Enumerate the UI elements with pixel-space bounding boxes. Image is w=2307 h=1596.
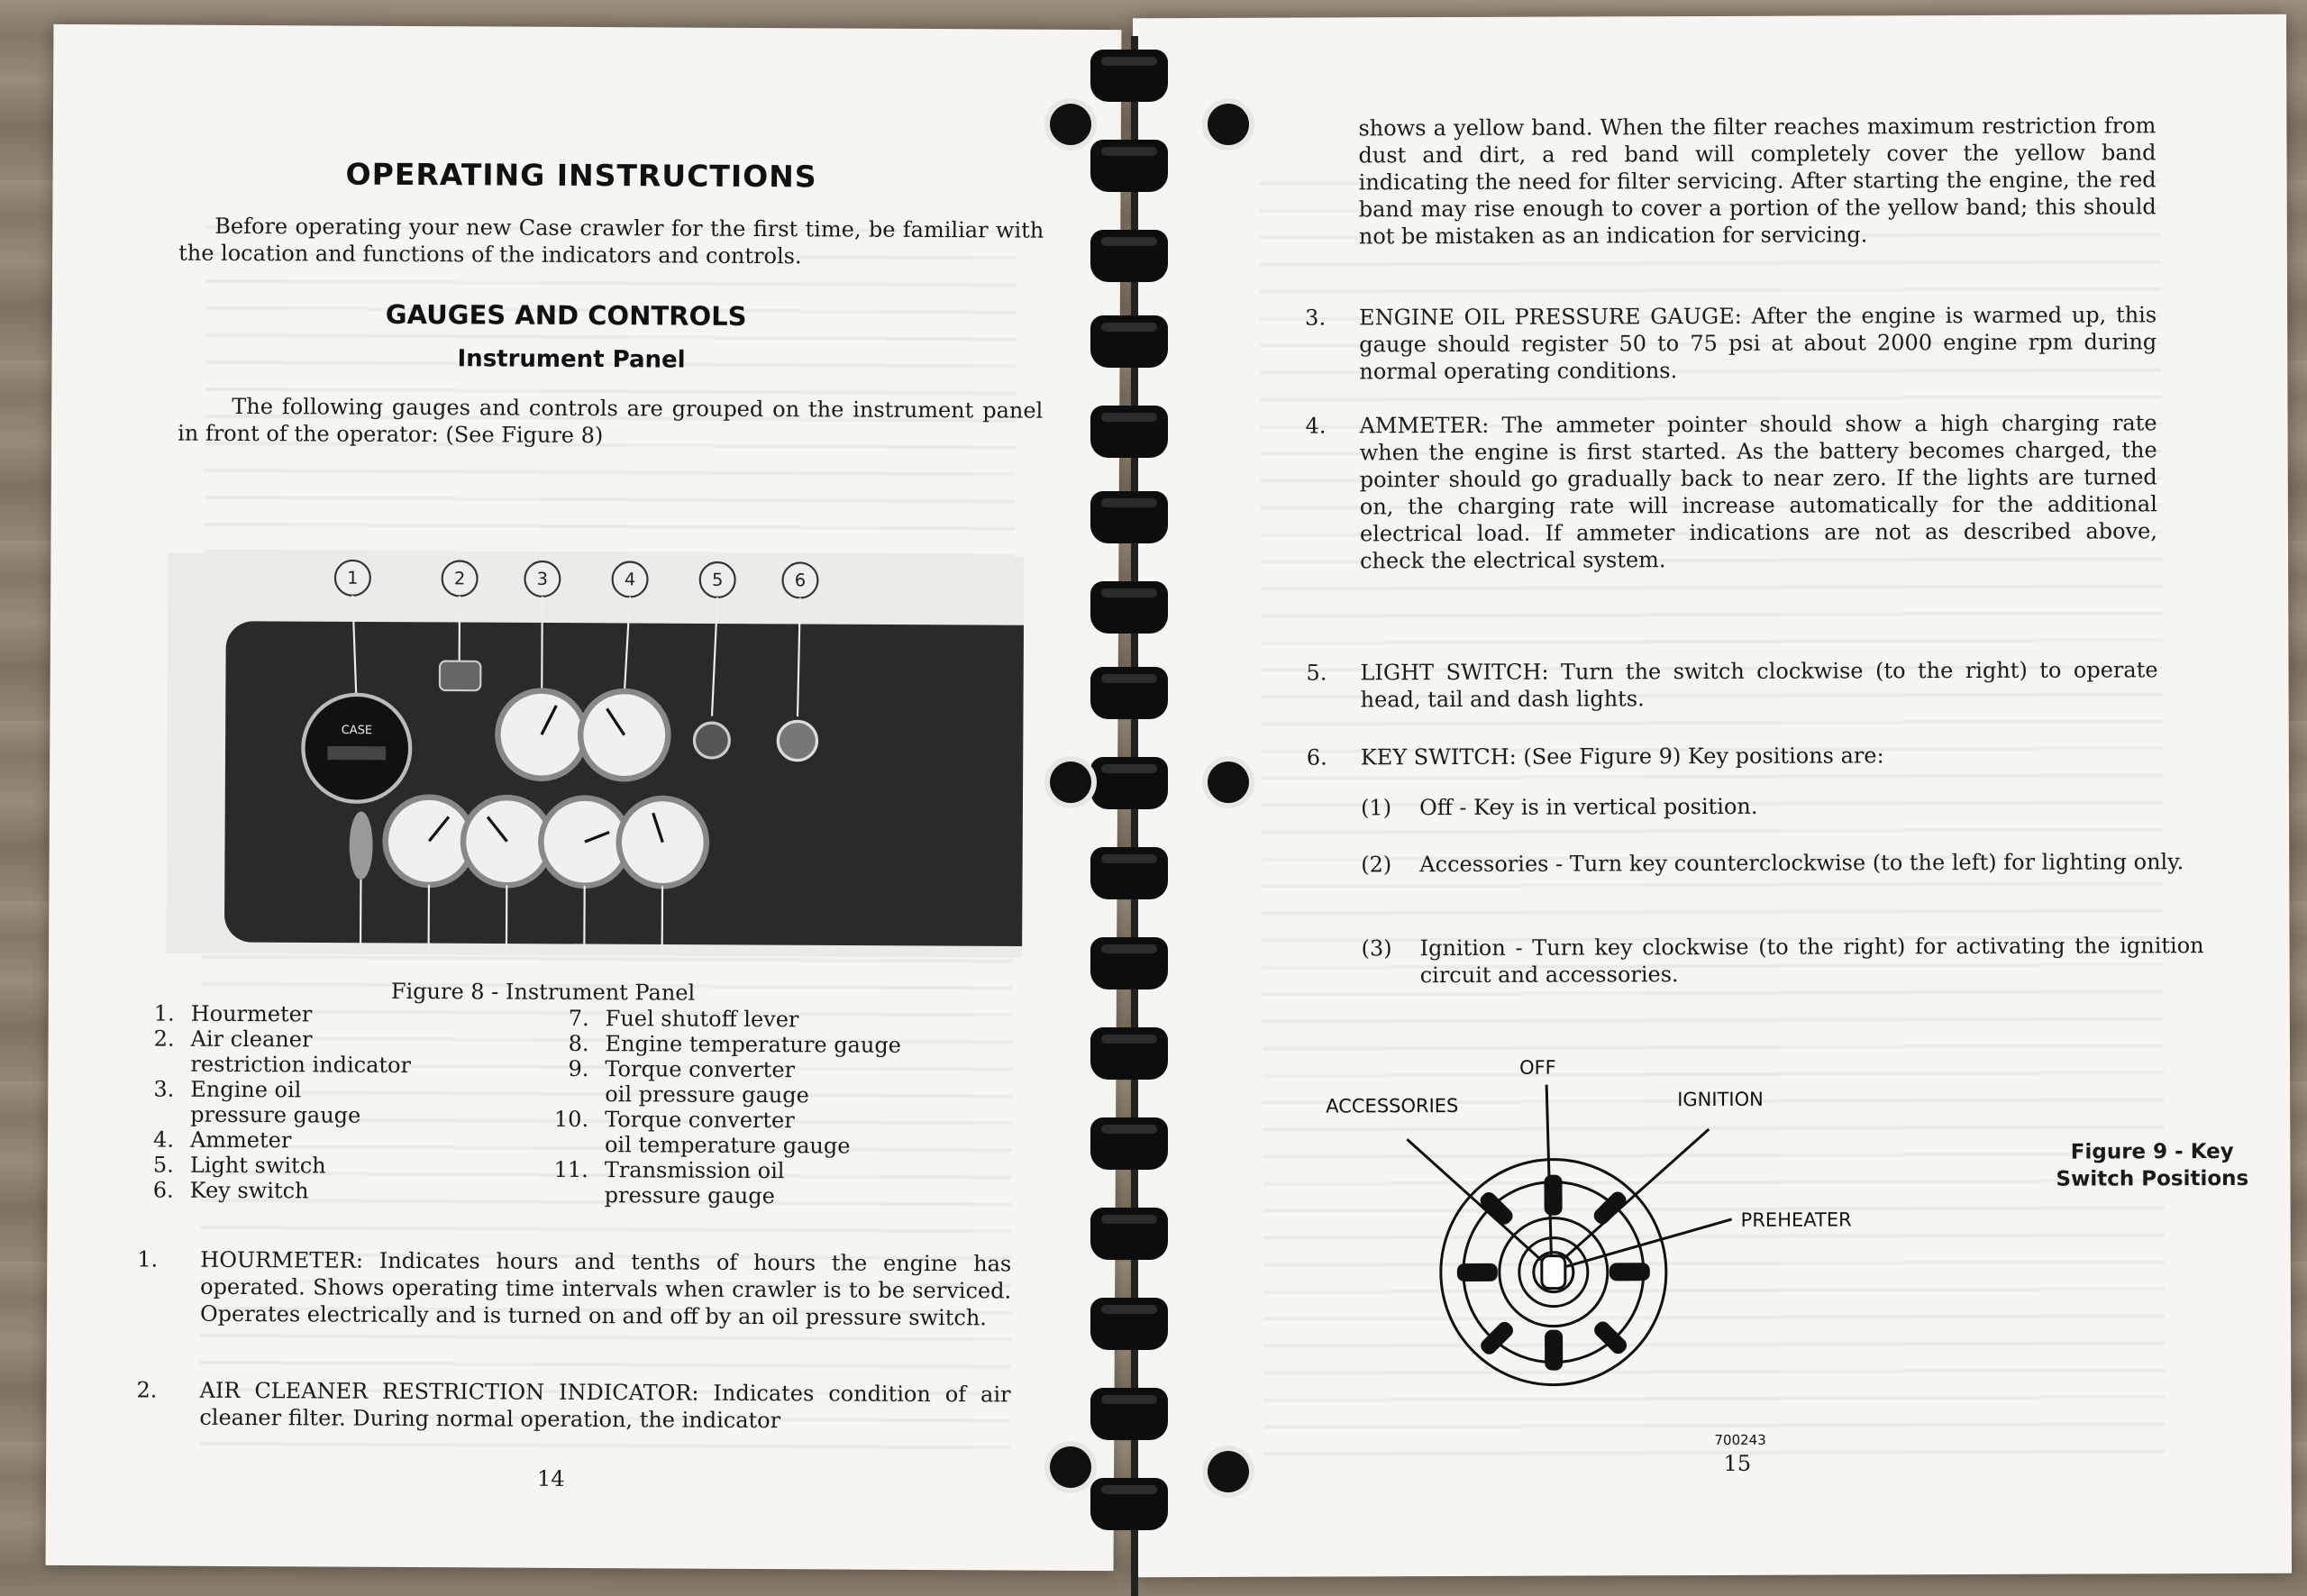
- key-position-accessories: (2) Accessories - Turn key counterclockwise (to the left) for lighting only.: [1361, 849, 2184, 878]
- instrument-panel-figure: [166, 503, 1025, 958]
- label-ignition: IGNITION: [1677, 1088, 1764, 1111]
- item-air-cleaner: 2. AIR CLEANER RESTRICTION INDICATOR: Indicates condition of air cleaner filter. During normal operation, the indicator: [136, 1377, 1011, 1434]
- continuation-paragraph: shows a yellow band. When the filter reaches maximum restriction from dust and dirt, a red band will completely cover the yellow band indicating the need for filter servicing. After starting the engine, the red band may rise enough to cover a portion of the yellow band; this should not be mistaken as an indication for servicing.: [1358, 113, 2157, 250]
- legend-item: 2. Air cleaner restriction indicator: [153, 1026, 412, 1079]
- item-oil-pressure: 3. ENGINE OIL PRESSURE GAUGE: After the engine is warmed up, this gauge should register 50 to 75 psi at about 2000 engine rpm during normal operating conditions.: [1305, 302, 2157, 385]
- callout-3: 3: [536, 568, 549, 589]
- left-page: [46, 24, 1122, 1571]
- legend-item: 3. Engine oil pressure gauge: [153, 1076, 361, 1128]
- legend-item: 5. Light switch: [152, 1152, 326, 1179]
- figure9-part-number: 700243: [1714, 1431, 1766, 1448]
- legend-item: 6. Key switch: [152, 1177, 309, 1204]
- label-off: OFF: [1519, 1056, 1556, 1079]
- item-light-switch: 5. LIGHT SWITCH: Turn the switch clockwise (to the right) to operate head, tail and dash lights.: [1306, 657, 2158, 713]
- right-page: [1133, 14, 2292, 1577]
- hourmeter-brand: CASE: [341, 723, 373, 738]
- figure8-caption: Figure 8 - Instrument Panel: [390, 978, 696, 1006]
- figure9-caption-line1: Figure 9 - Key: [2070, 1139, 2234, 1164]
- callout-6: 6: [794, 570, 807, 591]
- page-number-left: 14: [536, 1465, 565, 1491]
- key-switch-diagram: [1308, 1038, 1922, 1455]
- legend-item: 1. Hourmeter: [153, 1000, 313, 1027]
- key-position-off: (1) Off - Key is in vertical position.: [1360, 793, 1758, 821]
- intro-paragraph: Before operating your new Case crawler for the first time, be familiar with the location and functions of the indicators and controls.: [178, 213, 1044, 269]
- spiral-binding: [1036, 0, 1244, 1596]
- legend-item: 10. Torque converter oil temperature gauge: [553, 1106, 851, 1159]
- legend-item: 11. Transmission oil pressure gauge: [553, 1156, 785, 1209]
- subsection-heading: Instrument Panel: [457, 345, 686, 374]
- page-number-right: 15: [1723, 1450, 1752, 1476]
- legend-item: 8. Engine temperature gauge: [568, 1030, 901, 1058]
- callout-2: 2: [453, 568, 466, 589]
- label-accessories: ACCESSORIES: [1326, 1094, 1459, 1117]
- callout-5: 5: [711, 569, 724, 590]
- page-heading: OPERATING INSTRUCTIONS: [345, 156, 817, 195]
- legend-item: 7. Fuel shutoff lever: [568, 1005, 799, 1033]
- label-preheater: PREHEATER: [1740, 1208, 1852, 1231]
- section-heading: GAUGES AND CONTROLS: [385, 298, 747, 332]
- panel-intro-paragraph: The following gauges and controls are grouped on the instrument panel in front of the operator: (See Figure 8): [178, 393, 1044, 449]
- figure9-caption: [2056, 1138, 2248, 1193]
- callout-4: 4: [624, 569, 636, 590]
- item-key-switch: 6. KEY SWITCH: (See Figure 9) Key positions are:: [1306, 743, 1884, 771]
- legend-item: 9. Torque converter oil pressure gauge: [568, 1055, 809, 1108]
- legend-left: [120, 1000, 412, 1204]
- legend-item: 4. Ammeter: [153, 1126, 292, 1154]
- key-position-ignition: (3) Ignition - Turn key clockwise (to the right) for activating the ignition circuit and accessories.: [1361, 933, 2204, 989]
- callout-1: 1: [347, 567, 359, 588]
- item-ammeter: 4. AMMETER: The ammeter pointer should show a high charging rate when the engine is first started. As the battery becomes charged, the pointer should go gradually back to near zero. If the lights are turned on, the charging rate will increase automatically for the additional electrical load. If ammeter indications are not as described above, check the electrical system.: [1305, 410, 2158, 574]
- item-hourmeter: 1. HOURMETER: Indicates hours and tenths of hours the engine has operated. Shows operating time intervals when crawler is to be serviced. Operates electrically and is turned on and off by an oil pressure switch.: [137, 1246, 1012, 1331]
- figure9-caption-line2: Switch Positions: [2056, 1166, 2249, 1191]
- legend-right: [534, 1006, 902, 1209]
